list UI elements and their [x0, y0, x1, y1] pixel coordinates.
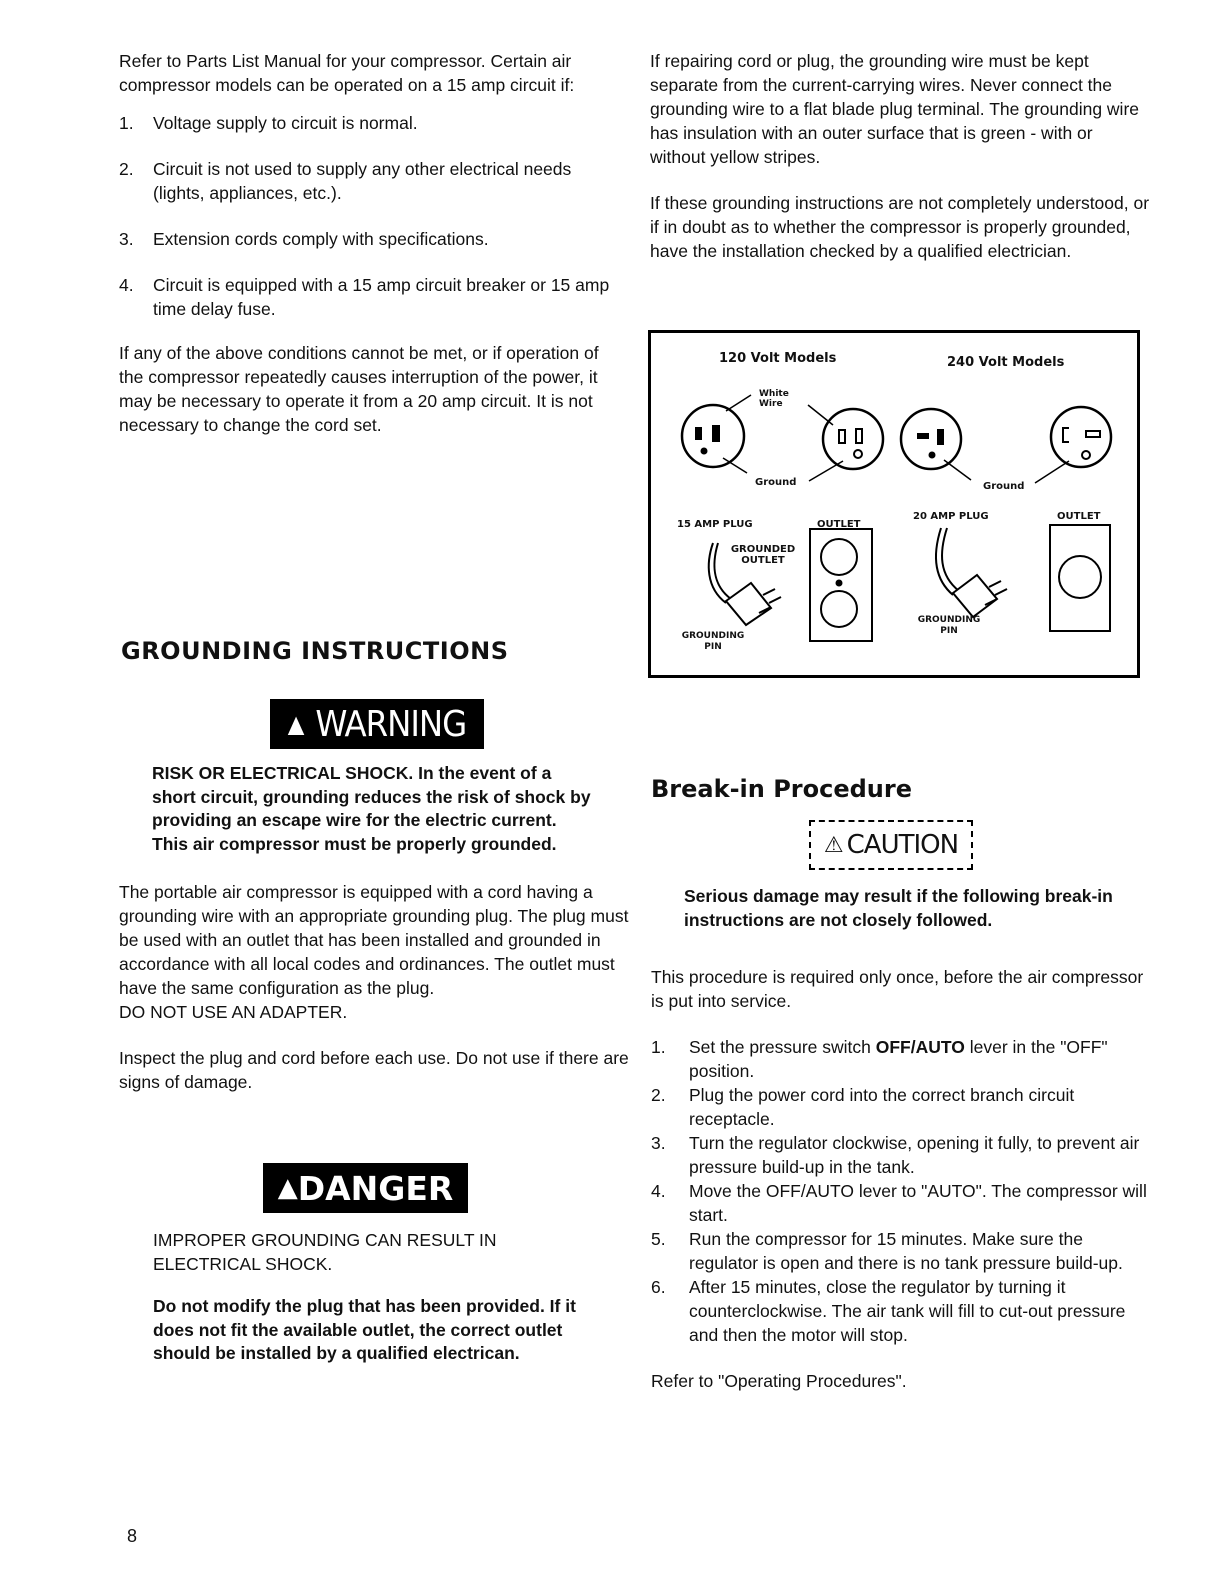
danger-text-primary: IMPROPER GROUNDING CAN RESULT IN ELECTRICAL SHOCK. — [153, 1230, 497, 1274]
warning-sign — [270, 699, 484, 749]
plug-body — [726, 583, 771, 625]
list-text: Voltage supply to circuit is normal. — [153, 113, 418, 133]
page-number: 8 — [127, 1526, 138, 1546]
list-number: 2. — [119, 159, 134, 179]
list-text: Set the pressure switch — [689, 1037, 876, 1057]
list-number: 3. — [119, 229, 134, 249]
plug-outlet-diagram — [648, 330, 1140, 678]
caution-sign — [809, 820, 973, 870]
plug-section — [119, 880, 629, 1094]
breakin-heading: Break-in Procedure — [651, 775, 912, 803]
procedure-intro: This procedure is required only once, before the air compressor is put into service. — [651, 967, 1144, 1011]
repair-paragraph: If repairing cord or plug, the grounding wire must be kept separate from the current-carrying wires. Never connect the grounding wire to a flat blade plug terminal. The grounding wire has insulation with an outer surface that is green - with or without yellow stripes. — [650, 51, 1140, 167]
list-text: Run the compressor for 15 minutes. Make sure the regulator is open and there is no tank pressure build-up. — [689, 1229, 1123, 1273]
outlet-slot — [856, 429, 862, 443]
label-20-amp-plug: 20 AMP PLUG — [913, 511, 989, 522]
list-text: Move the OFF/AUTO lever to "AUTO". The compressor will start. — [689, 1181, 1147, 1225]
label-ground-240v: Ground — [983, 481, 1025, 492]
list-number: 3. — [651, 1133, 666, 1153]
ground-pin — [929, 452, 936, 459]
plug-body — [953, 575, 997, 617]
list-text: lever in the "OFF" position. — [689, 1037, 1108, 1081]
right-top-section — [650, 49, 1150, 263]
warning-label: WARNING — [315, 703, 467, 745]
outlet-receptacle — [821, 591, 857, 627]
outlet-face-120v — [823, 409, 883, 469]
label-outlet-20a: OUTLET — [1057, 511, 1101, 522]
plug-prong — [712, 425, 720, 442]
grounding-heading: GROUNDING INSTRUCTIONS — [121, 637, 509, 665]
list-item — [651, 1227, 1151, 1275]
caution-text: Serious damage may result if the following break-in instructions are not closely followed. — [684, 886, 1113, 930]
outlet-slot — [839, 430, 845, 443]
warning-text: RISK OR ELECTRICAL SHOCK. In the event of a short circuit, grounding reduces the risk of shock by providing an escape wire for the electric current. This air compressor must be properly grounded. — [152, 763, 591, 854]
no-adapter-text: DO NOT USE AN ADAPTER. — [119, 1002, 348, 1022]
caution-label: CAUTION — [846, 830, 959, 860]
list-number: 1. — [119, 113, 134, 133]
list-item — [119, 227, 624, 251]
inspect-paragraph: Inspect the plug and cord before each use. Do not use if there are signs of damage. — [119, 1048, 629, 1092]
list-text: Extension cords comply with specifications. — [153, 229, 489, 249]
label-grounding-pin-15a: GROUNDING PIN — [681, 631, 745, 652]
outlet-slot — [1063, 428, 1069, 442]
label-grounded-outlet: GROUNDED OUTLET — [730, 544, 796, 566]
label-120v-models: 120 Volt Models — [719, 351, 837, 366]
list-item — [651, 1131, 1151, 1179]
outlet-face-240v — [1051, 407, 1111, 467]
outlet-receptacle — [1059, 556, 1101, 598]
list-number: 2. — [651, 1085, 666, 1105]
off-auto-label: OFF/AUTO — [875, 1037, 965, 1057]
list-item — [651, 1035, 1151, 1083]
list-number: 4. — [651, 1181, 666, 1201]
list-number: 1. — [651, 1037, 666, 1057]
left-column — [119, 49, 624, 437]
list-item — [651, 1179, 1151, 1227]
outlet-screw — [836, 580, 843, 587]
outlet-ground-hole — [1082, 451, 1090, 459]
leader-line — [808, 405, 833, 425]
refer-operating-procedures: Refer to "Operating Procedures". — [651, 1371, 907, 1391]
list-item — [119, 273, 624, 321]
list-item — [119, 157, 624, 205]
list-number: 4. — [119, 275, 134, 295]
outlet-slot — [1086, 431, 1100, 437]
label-outlet-15a: OUTLET — [817, 519, 861, 530]
procedure-steps — [651, 1035, 1151, 1347]
leader-line — [809, 461, 843, 481]
intro-paragraph: Refer to Parts List Manual for your compressor. Certain air compressor models can be operated on a 15 amp circuit if: — [119, 51, 575, 95]
list-text: Circuit is not used to supply any other electrical needs (lights, appliances, etc.). — [153, 159, 572, 203]
leader-line — [726, 395, 751, 411]
leader-line — [944, 460, 971, 480]
conditions-note: If any of the above conditions cannot be met, or if operation of the compressor repeatedly causes interruption of the power, it may be necessary to operate it from a 20 amp circuit. It is not necessary to change the cord set. — [119, 343, 599, 435]
list-text: Turn the regulator clockwise, opening it fully, to prevent air pressure build-up in the tank. — [689, 1133, 1140, 1177]
warning-triangle-icon: ▲ — [287, 710, 304, 738]
list-text: Plug the power cord into the correct branch circuit receptacle. — [689, 1085, 1075, 1129]
plug-paragraph: The portable air compressor is equipped with a cord having a grounding wire with an appropriate grounding plug. The plug must be used with an outlet that has been installed and grounded in accordance with all local codes and ordinances. The outlet must have the same configuration as the plug. — [119, 882, 629, 998]
danger-text-secondary: Do not modify the plug that has been provided. If it does not fit the available outlet, the correct outlet should be installed by a qualified electrican. — [153, 1296, 576, 1363]
outlet-ground-hole — [854, 450, 862, 458]
label-240v-models: 240 Volt Models — [947, 355, 1065, 370]
understood-paragraph: If these grounding instructions are not completely understood, or if in doubt as to whether the compressor is properly grounded, have the installation checked by a qualified electrician. — [650, 193, 1150, 261]
procedure-section — [651, 965, 1151, 1393]
list-number: 5. — [651, 1229, 666, 1249]
plug-face-240v — [901, 409, 961, 469]
leader-line — [723, 458, 747, 473]
danger-sign — [263, 1163, 468, 1213]
leader-line — [1035, 461, 1069, 483]
plug-prong — [937, 429, 944, 445]
conditions-list — [119, 111, 624, 321]
danger-triangle-icon: ▲ — [277, 1173, 298, 1203]
label-white-wire: White Wire — [759, 389, 789, 409]
caution-triangle-icon: ⚠ — [823, 832, 843, 858]
diagram-drawing — [651, 333, 1137, 675]
label-ground-120v: Ground — [755, 477, 797, 488]
list-item — [119, 111, 624, 135]
plug-prong — [917, 433, 929, 439]
outlet-receptacle — [821, 539, 857, 575]
list-number: 6. — [651, 1277, 666, 1297]
ground-pin — [701, 448, 708, 455]
danger-label: DANGER — [297, 1168, 454, 1208]
label-15-amp-plug: 15 AMP PLUG — [677, 519, 753, 530]
list-item — [651, 1275, 1151, 1347]
list-text: Circuit is equipped with a 15 amp circuit breaker or 15 amp time delay fuse. — [153, 275, 610, 319]
plug-cord — [942, 528, 959, 591]
list-item — [651, 1083, 1151, 1131]
list-text: After 15 minutes, close the regulator by turning it counterclockwise. The air tank will fill to cut-out pressure and then the motor will stop. — [689, 1277, 1126, 1345]
plug-prong — [695, 427, 702, 440]
label-grounding-pin-20a: GROUNDING PIN — [917, 615, 981, 636]
